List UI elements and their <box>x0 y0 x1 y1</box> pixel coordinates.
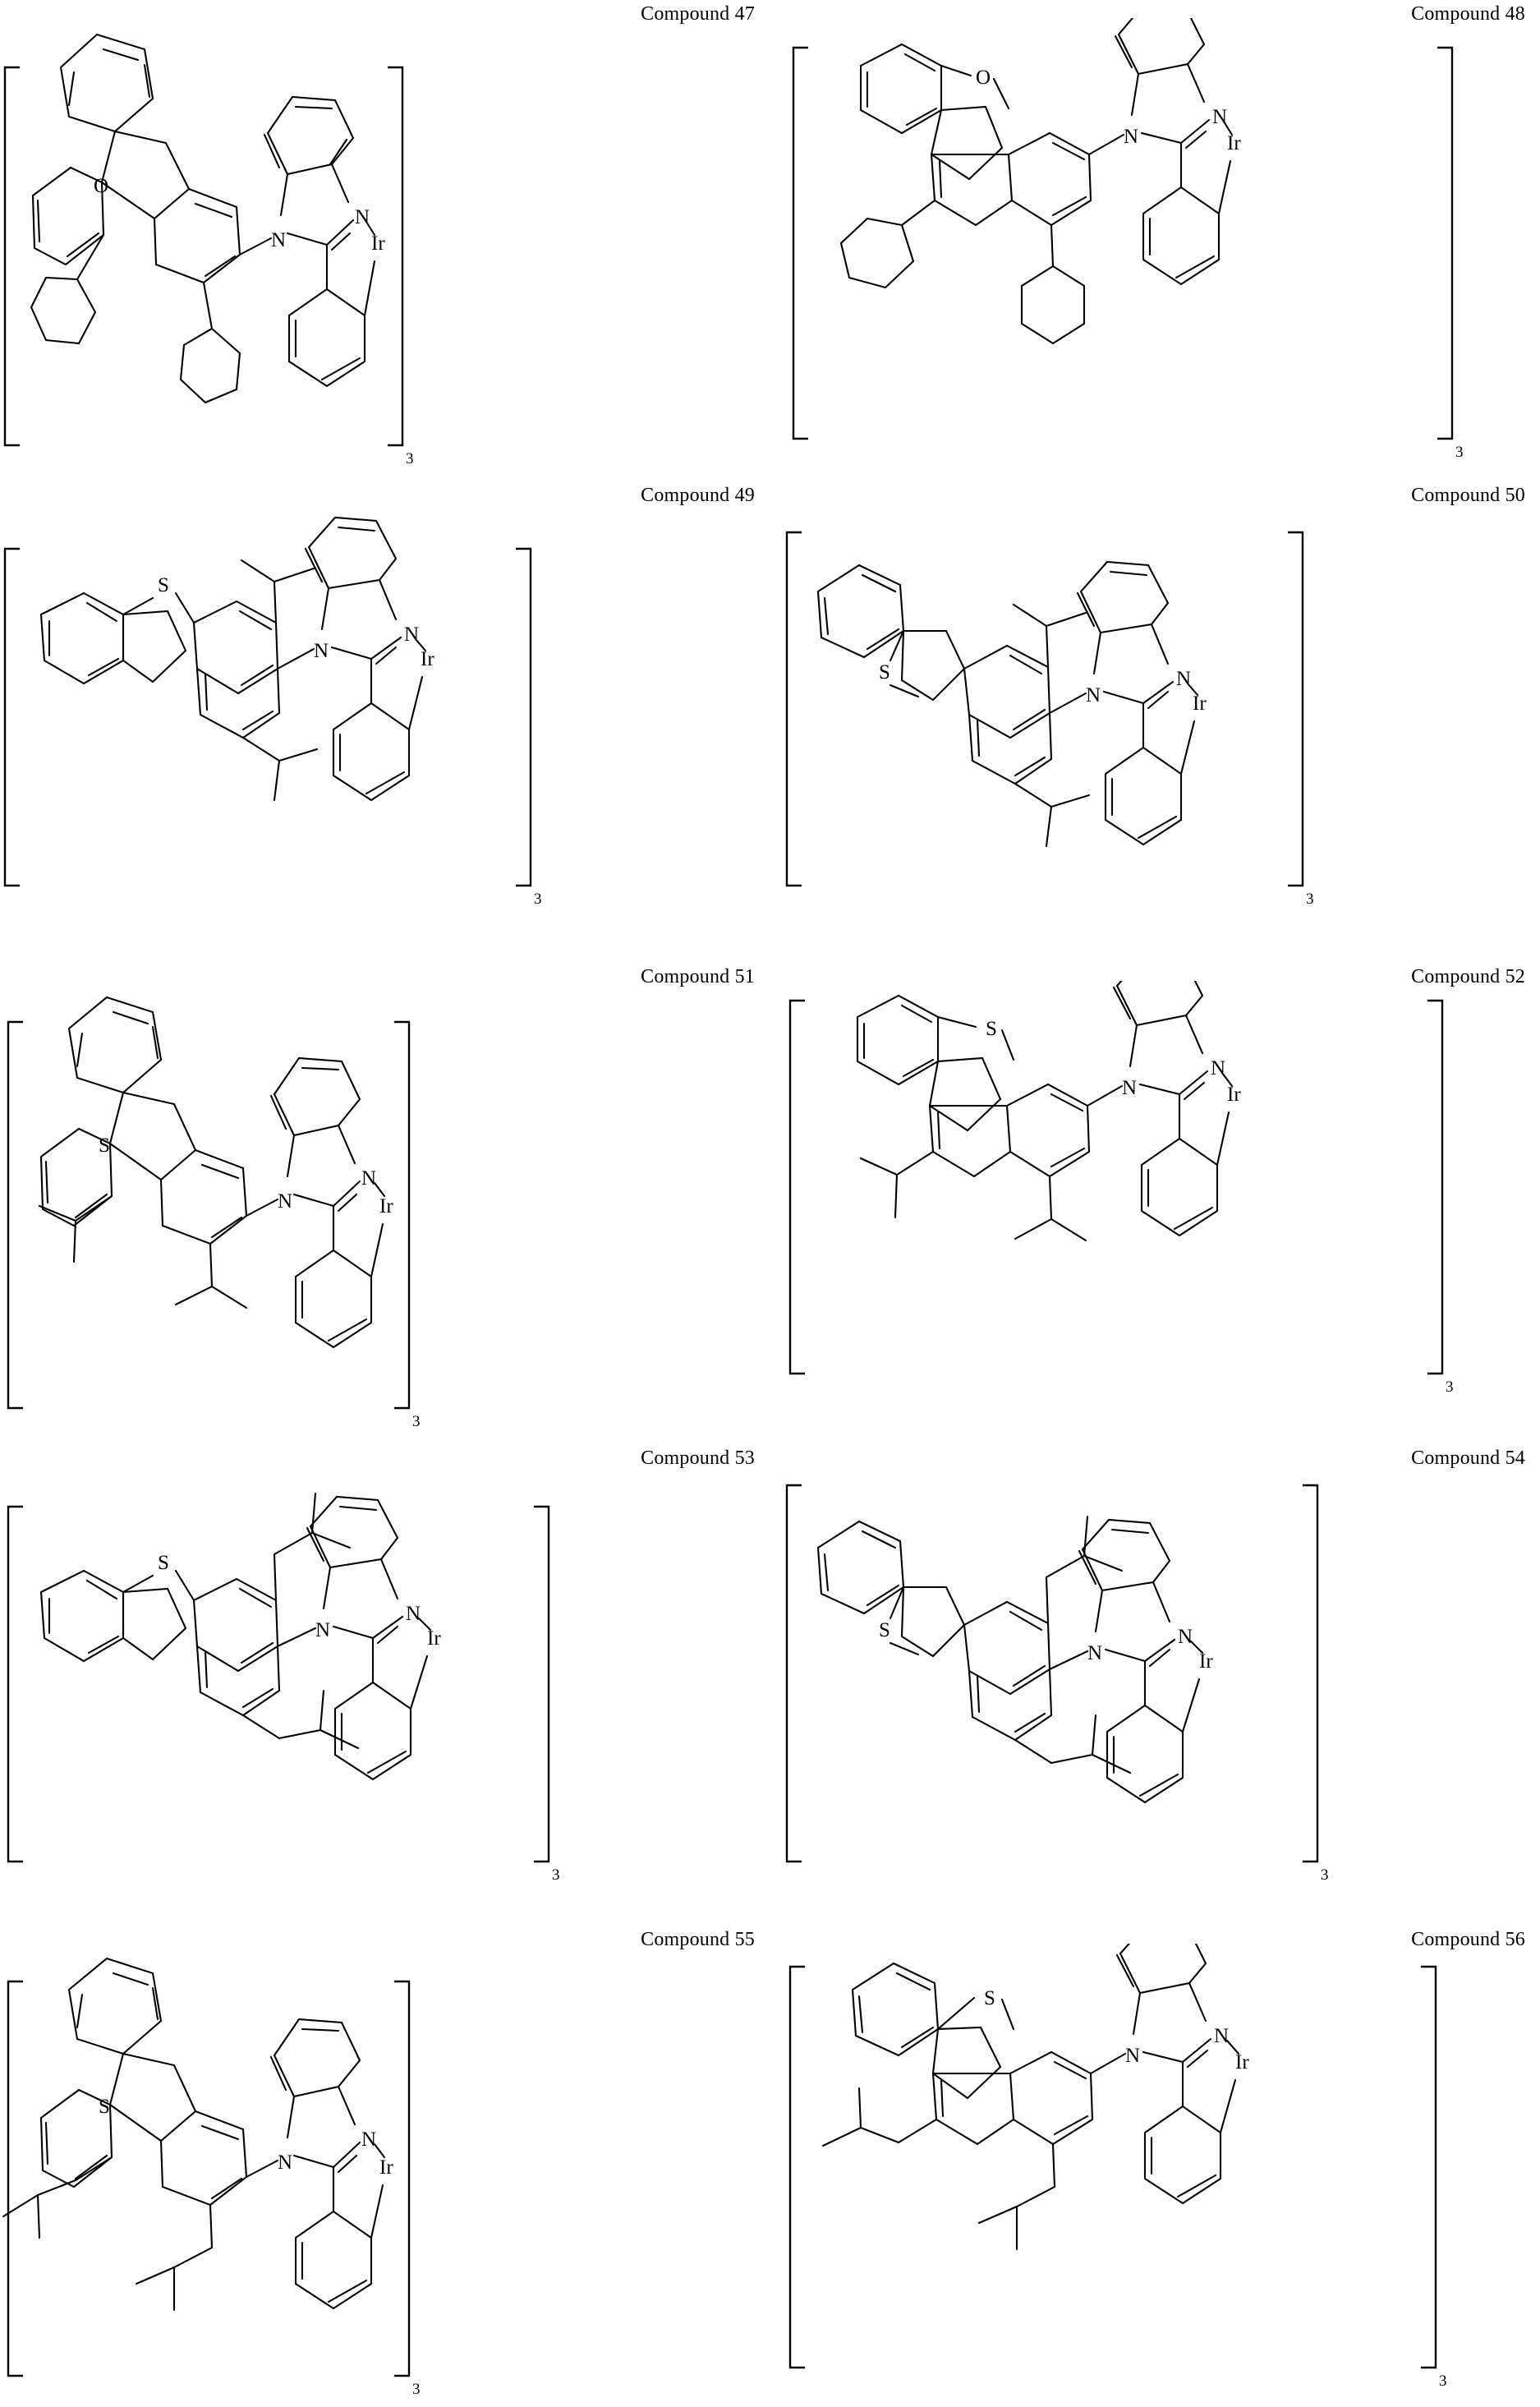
chemical-structure <box>0 981 770 1441</box>
atom-label-Ir: Ir <box>1199 1650 1213 1673</box>
compound-cell <box>770 481 1540 963</box>
atom-label-N2: N <box>1214 2025 1230 2047</box>
compound-cell <box>0 0 770 481</box>
atom-label-N2: N <box>1178 1626 1193 1648</box>
chemical-structure <box>770 981 1540 1441</box>
chemical-structure <box>0 18 770 478</box>
bracket-subscript: 3 <box>1446 1378 1454 1396</box>
compound-cell <box>770 0 1540 481</box>
atom-label-Ir: Ir <box>371 232 385 255</box>
atom-label-N: N <box>278 2152 293 2174</box>
atom-label-N: N <box>1122 1077 1138 1099</box>
bracket-subscript: 3 <box>1306 891 1314 908</box>
chemical-structure <box>0 499 770 960</box>
compound-label: Compound 52 <box>1411 966 1525 987</box>
atom-label-S: S <box>99 1134 110 1157</box>
compound-row <box>0 481 1540 963</box>
chemical-structure <box>770 1944 1540 2404</box>
bracket-subscript: 3 <box>412 1413 421 1430</box>
atom-label-N2: N <box>406 1603 421 1625</box>
atom-label-N2: N <box>404 624 420 646</box>
compound-label: Compound 51 <box>641 966 755 987</box>
atom-label-N2: N <box>1211 1057 1226 1079</box>
atom-label-S: S <box>158 1552 169 1574</box>
atom-label-S: S <box>986 1018 997 1040</box>
compound-label: Compound 49 <box>641 485 755 506</box>
atom-label-Ir: Ir <box>1235 2051 1249 2073</box>
compound-label: Compound 53 <box>641 1447 755 1469</box>
bracket-subscript: 3 <box>412 2381 421 2398</box>
compound-cell <box>0 963 770 1444</box>
bracket-subscript: 3 <box>534 891 542 908</box>
compound-row <box>0 0 1540 481</box>
atom-label-N2: N <box>1212 106 1228 128</box>
compound-cell <box>0 1926 770 2407</box>
compound-cell <box>770 1444 1540 1926</box>
compound-label: Compound 50 <box>1411 485 1525 506</box>
compound-cell <box>0 481 770 963</box>
compound-row <box>0 1926 1540 2407</box>
atom-label-S: S <box>158 574 169 596</box>
atom-label-Ir: Ir <box>1227 132 1241 154</box>
atom-label-N2: N <box>1176 668 1192 690</box>
bracket-subscript: 3 <box>1455 444 1464 461</box>
atom-label-O: O <box>976 67 991 89</box>
atom-label-N2: N <box>361 2129 377 2151</box>
atom-label-Ir: Ir <box>421 648 434 670</box>
atom-label-Ir: Ir <box>379 2156 393 2179</box>
chemical-structure <box>770 499 1540 960</box>
atom-label-Ir: Ir <box>427 1627 441 1650</box>
chemical-structure <box>0 1462 770 1922</box>
atom-label-N: N <box>314 640 329 662</box>
atom-label-N: N <box>315 1619 331 1641</box>
atom-label-N: N <box>278 1190 293 1213</box>
atom-label-Ir: Ir <box>1227 1084 1241 1106</box>
chemical-structure <box>770 18 1540 478</box>
compound-cell <box>770 1926 1540 2407</box>
atom-label-S: S <box>879 661 890 683</box>
compound-cell <box>770 963 1540 1444</box>
atom-label-N: N <box>1086 684 1101 706</box>
atom-label-N2: N <box>361 1167 377 1190</box>
bracket-subscript: 3 <box>406 450 414 467</box>
compound-label: Compound 47 <box>641 3 755 25</box>
atom-label-N2: N <box>355 206 370 228</box>
compound-label: Compound 48 <box>1411 3 1525 25</box>
atom-label-N: N <box>1087 1642 1103 1664</box>
atom-label-S: S <box>984 1987 995 2009</box>
atom-label-N: N <box>271 229 287 251</box>
compound-label: Compound 56 <box>1411 1929 1525 1950</box>
atom-label-Ir: Ir <box>379 1195 393 1217</box>
compound-cell <box>0 1444 770 1926</box>
atom-label-S: S <box>879 1619 890 1641</box>
atom-label-S: S <box>99 2096 110 2118</box>
compound-row <box>0 963 1540 1444</box>
compound-label: Compound 54 <box>1411 1447 1525 1469</box>
compound-label: Compound 55 <box>641 1929 755 1950</box>
chemical-structure <box>770 1462 1540 1922</box>
atom-label-O: O <box>94 175 109 197</box>
atom-label-N: N <box>1124 126 1139 148</box>
atom-label-Ir: Ir <box>1193 693 1207 715</box>
bracket-subscript: 3 <box>552 1866 560 1884</box>
chemical-structure <box>0 1944 770 2404</box>
compound-row <box>0 1444 1540 1926</box>
atom-label-N: N <box>1125 2045 1141 2067</box>
bracket-subscript: 3 <box>1439 2372 1447 2390</box>
bracket-subscript: 3 <box>1321 1866 1329 1884</box>
